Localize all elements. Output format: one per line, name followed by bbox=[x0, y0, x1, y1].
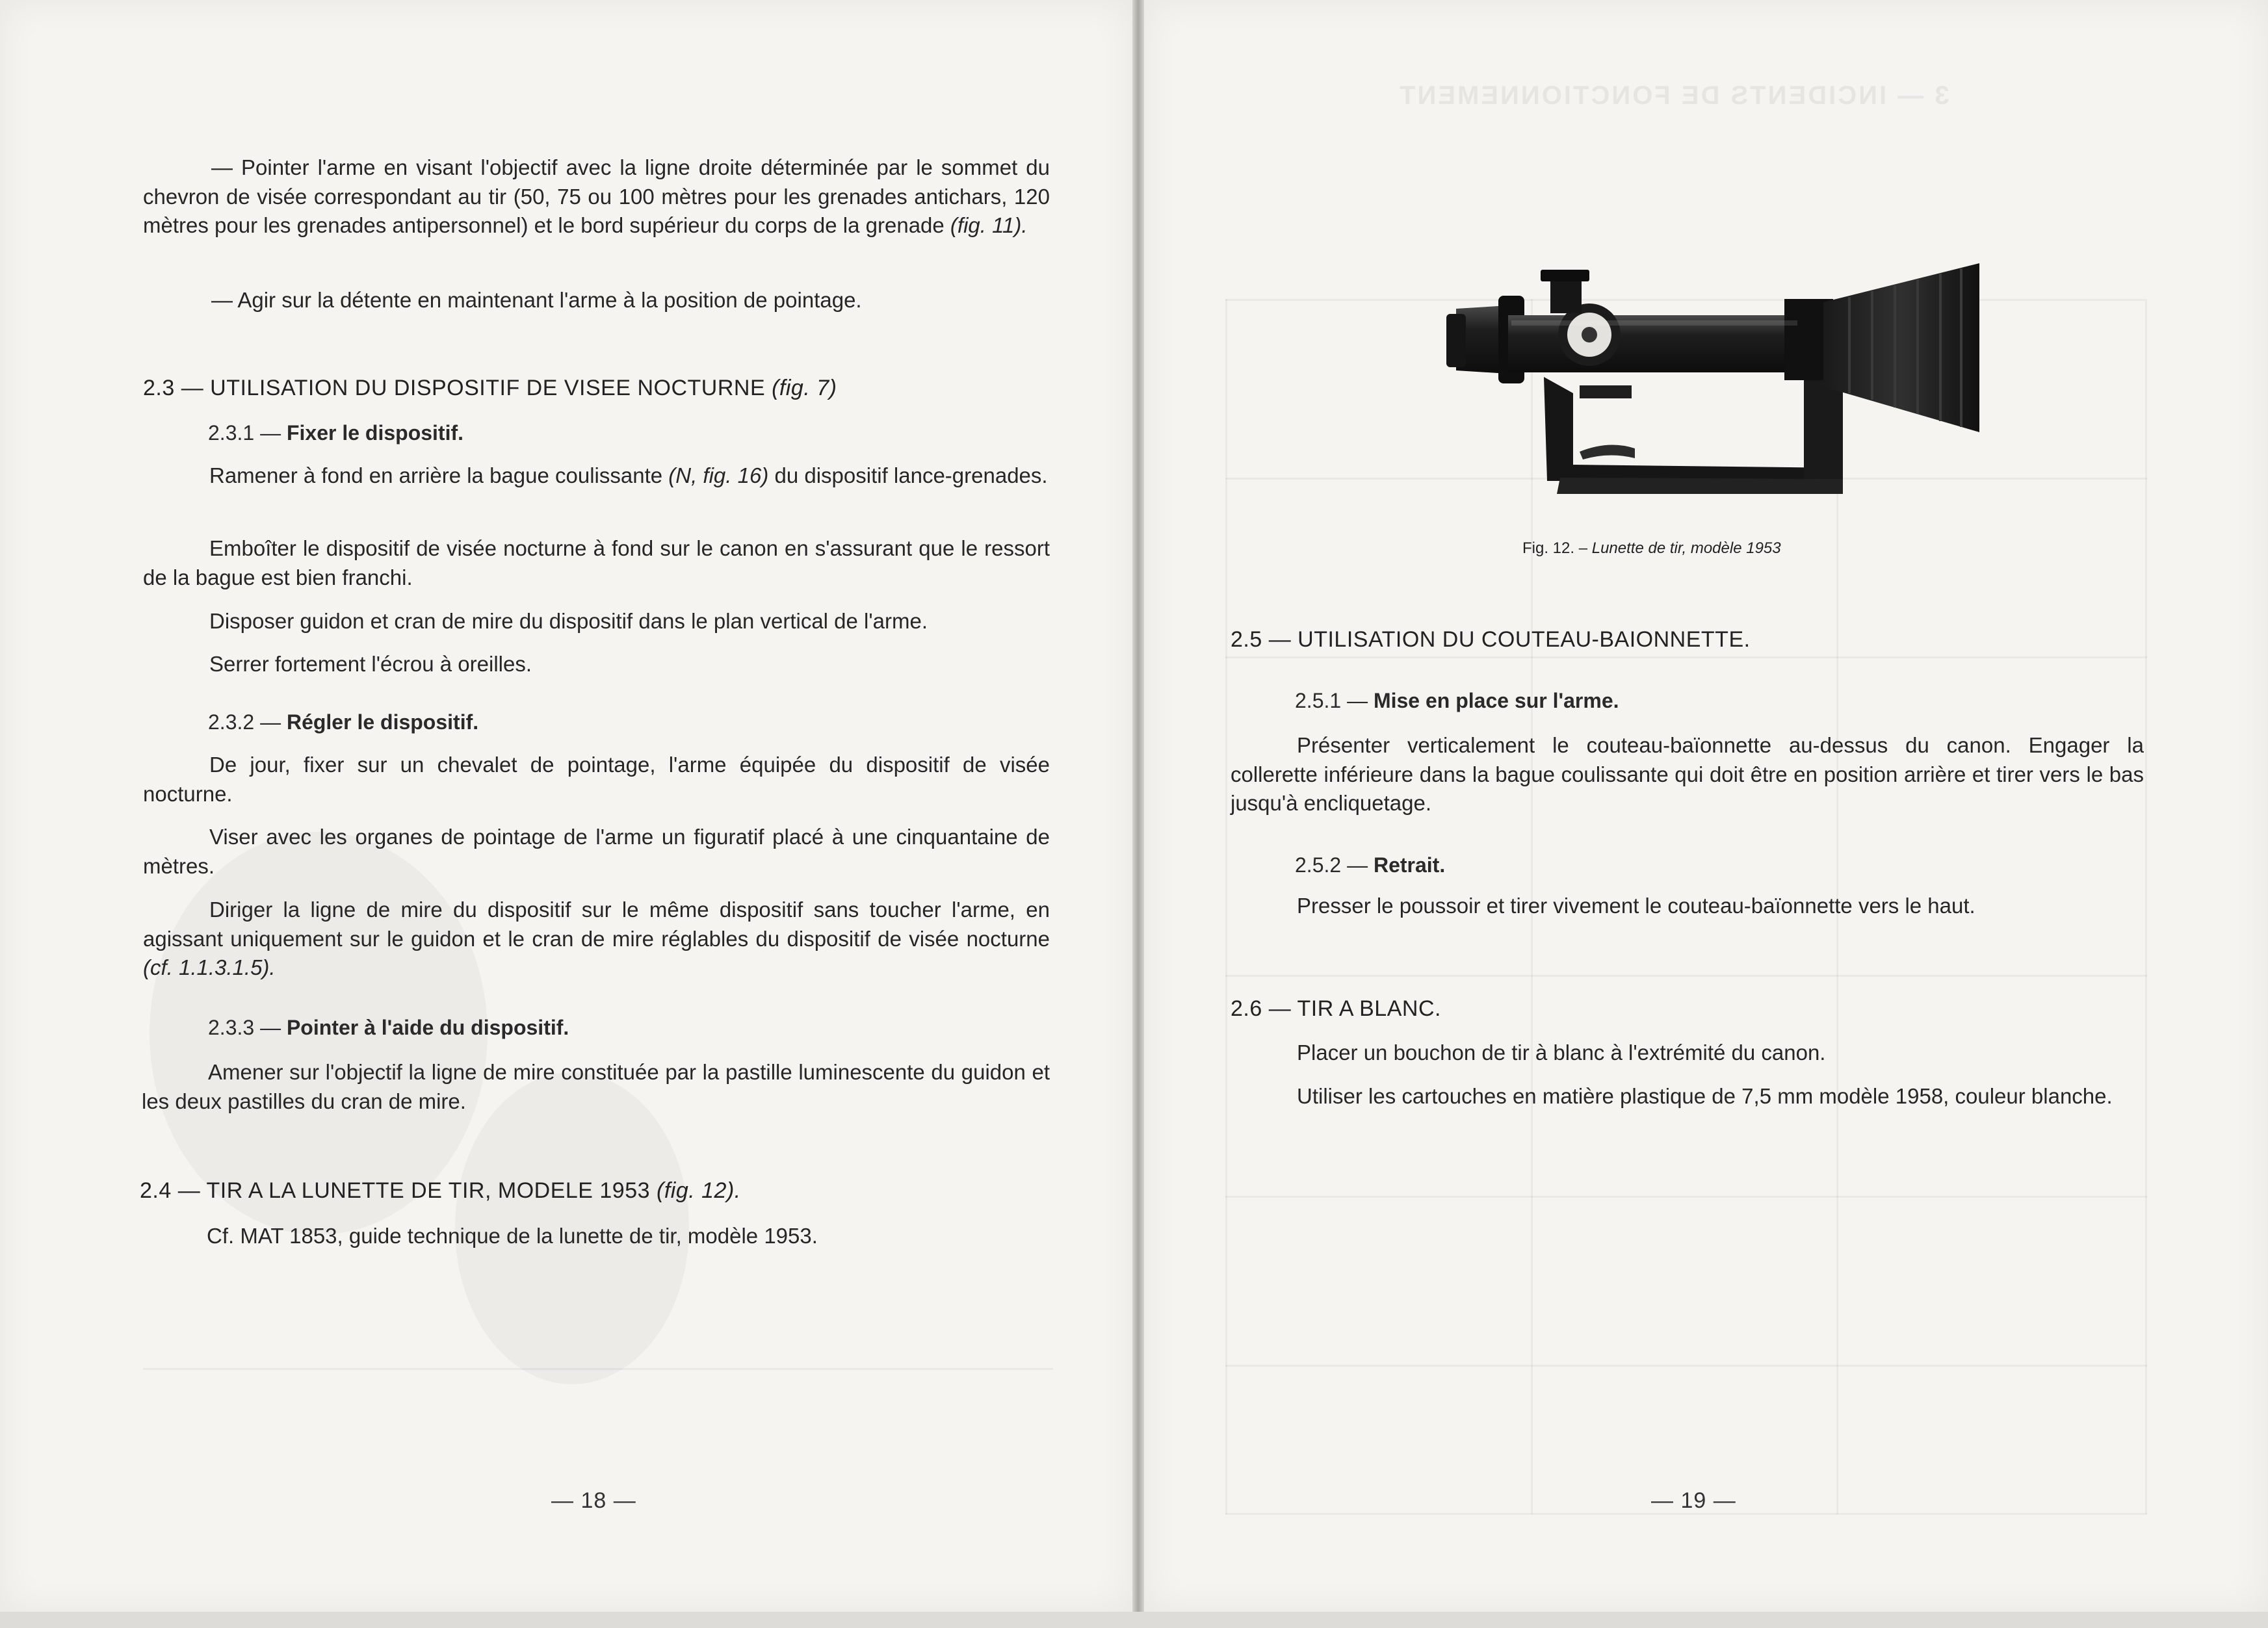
paragraph-2-5-1: Présenter verticalement le couteau-baïonnette au-dessus du canon. Engager la collerette inférieure dans la bague coulissante qui doit être en position arrière et tirer vers le bas jusqu'à encliquetage. bbox=[1231, 733, 2144, 815]
ghost-rule bbox=[143, 1368, 1053, 1370]
paragraph-2-3-2-c: Diriger la ligne de mire du dispositif sur le même dispositif sans toucher l'arme, en agissant uniquement sur le guidon et le cran de mire réglables du dispositif de visée nocturne (cf. 1.1.3.1.5). bbox=[143, 898, 1050, 979]
ghost-rule bbox=[1225, 1196, 2147, 1198]
scan-bottom-edge bbox=[0, 1612, 2268, 1628]
paragraph-2-3-2-a: De jour, fixer sur un chevalet de pointage, l'arme équipée du dispositif de visée nocturne. bbox=[143, 753, 1050, 806]
paragraph-2-3-1-b: Emboîter le dispositif de visée nocturne à fond sur le canon en s'assurant que le ressort de la bague est bien franchi. bbox=[143, 536, 1050, 589]
right-page bbox=[1144, 0, 2268, 1612]
ghost-rule bbox=[1225, 299, 1227, 1514]
paragraph-2-5-2: Presser le poussoir et tirer vivement le couteau-baïonnette vers le haut. bbox=[1297, 894, 1975, 918]
ghost-heading: 3 — INCIDENTS DE FONCTIONNEMENT bbox=[1398, 81, 1949, 110]
paragraph-2-3-1-c: Disposer guidon et cran de mire du dispositif dans le plan vertical de l'arme. bbox=[209, 609, 928, 633]
left-page bbox=[0, 0, 1132, 1612]
page-number-right: — 19 — bbox=[1651, 1488, 1736, 1513]
paragraph-2-3-2-b: Viser avec les organes de pointage de l'arme un figuratif placé à une cinquantaine de mètres. bbox=[143, 825, 1050, 878]
paragraph-trigger: — Agir sur la détente en maintenant l'arme à la position de pointage. bbox=[211, 288, 862, 312]
paragraph-aim: — Pointer l'arme en visant l'objectif avec la ligne droite déterminée par le sommet du chevron de visée correspondant au tir (50, 75 ou 100 mètres pour les grenades antichars, 120 mètres pour les grenades antipersonnel) et le bord supérieur du corps de la grenade (fig. 11). bbox=[143, 155, 1050, 237]
figure-caption: Fig. 12. – Lunette de tir, modèle 1953 bbox=[1522, 539, 1781, 557]
subsection-heading-2-3-2: 2.3.2 — Régler le dispositif. bbox=[208, 710, 479, 734]
section-heading-2-4: 2.4 — TIR A LA LUNETTE DE TIR, MODELE 1953 (fig. 12). bbox=[140, 1178, 741, 1203]
subsection-heading-2-3-1: 2.3.1 — Fixer le dispositif. bbox=[208, 421, 464, 445]
ghost-rule bbox=[1225, 1365, 2147, 1367]
paragraph-2-3-1-d: Serrer fortement l'écrou à oreilles. bbox=[209, 652, 532, 676]
ghost-rule bbox=[1225, 975, 2147, 977]
rifle-scope-photo bbox=[1394, 237, 1979, 517]
paragraph-2-6-a: Placer un bouchon de tir à blanc à l'extrémité du canon. bbox=[1297, 1040, 1826, 1065]
paragraph-2-3-3: Amener sur l'objectif la ligne de mire constituée par la pastille luminescente du guidon et les deux pastilles du cran de mire. bbox=[142, 1060, 1050, 1113]
page-number-left: — 18 — bbox=[551, 1488, 636, 1513]
section-heading-2-3: 2.3 — UTILISATION DU DISPOSITIF DE VISEE NOCTURNE (fig. 7) bbox=[143, 376, 837, 400]
subsection-heading-2-3-3: 2.3.3 — Pointer à l'aide du dispositif. bbox=[208, 1016, 569, 1039]
book-gutter bbox=[1132, 0, 1144, 1628]
subsection-heading-2-5-1: 2.5.1 — Mise en place sur l'arme. bbox=[1295, 689, 1619, 712]
paragraph-2-3-1-a: Ramener à fond en arrière la bague coulissante (N, fig. 16) du dispositif lance-grenades. bbox=[209, 463, 1048, 487]
ghost-rule bbox=[1225, 656, 2147, 658]
section-heading-2-6: 2.6 — TIR A BLANC. bbox=[1231, 996, 1441, 1021]
paragraph-2-4: Cf. MAT 1853, guide technique de la lunette de tir, modèle 1953. bbox=[207, 1224, 818, 1248]
section-heading-2-5: 2.5 — UTILISATION DU COUTEAU-BAIONNETTE. bbox=[1231, 627, 1751, 652]
ghost-rule bbox=[2145, 299, 2147, 1514]
subsection-heading-2-5-2: 2.5.2 — Retrait. bbox=[1295, 853, 1446, 877]
paragraph-2-6-b: Utiliser les cartouches en matière plastique de 7,5 mm modèle 1958, couleur blanche. bbox=[1297, 1084, 2113, 1108]
